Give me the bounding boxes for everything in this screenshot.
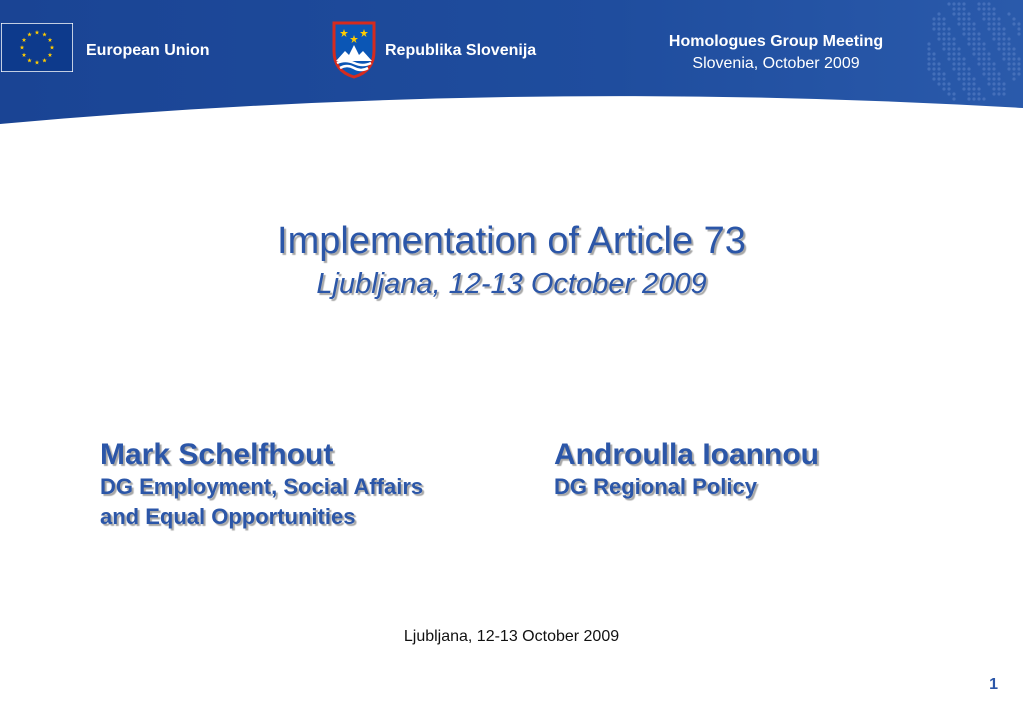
title-block — [0, 218, 1023, 304]
europe-dotted-map-icon — [915, 0, 1023, 120]
eu-flag-icon — [1, 23, 73, 72]
slovenia-label: Republika Slovenija — [385, 42, 537, 59]
footer-date: Ljubljana, 12-13 October 2009 — [403, 628, 620, 645]
eu-label: European Union — [86, 42, 210, 59]
presentation-subtitle: Ljubljana, 12-13 October 2009 — [316, 268, 707, 300]
speaker-right — [554, 438, 819, 502]
speaker-department-line: and Equal Opportunities — [100, 504, 356, 529]
speaker-department-line: DG Employment, Social Affairs — [100, 474, 424, 499]
speaker-left — [100, 438, 423, 532]
meeting-info — [646, 31, 906, 75]
speaker-department-line: DG Regional Policy — [554, 474, 757, 499]
slovenia-coat-of-arms-icon — [331, 21, 377, 79]
speaker-name: Mark Schelfhout — [100, 438, 334, 471]
meeting-title: Homologues Group Meeting — [668, 33, 884, 50]
speaker-name: Androulla Ioannou — [554, 438, 819, 471]
meeting-subtitle: Slovenia, October 2009 — [692, 55, 860, 72]
presentation-title: Implementation of Article 73 — [277, 220, 746, 262]
page-number: 1 — [989, 676, 998, 693]
